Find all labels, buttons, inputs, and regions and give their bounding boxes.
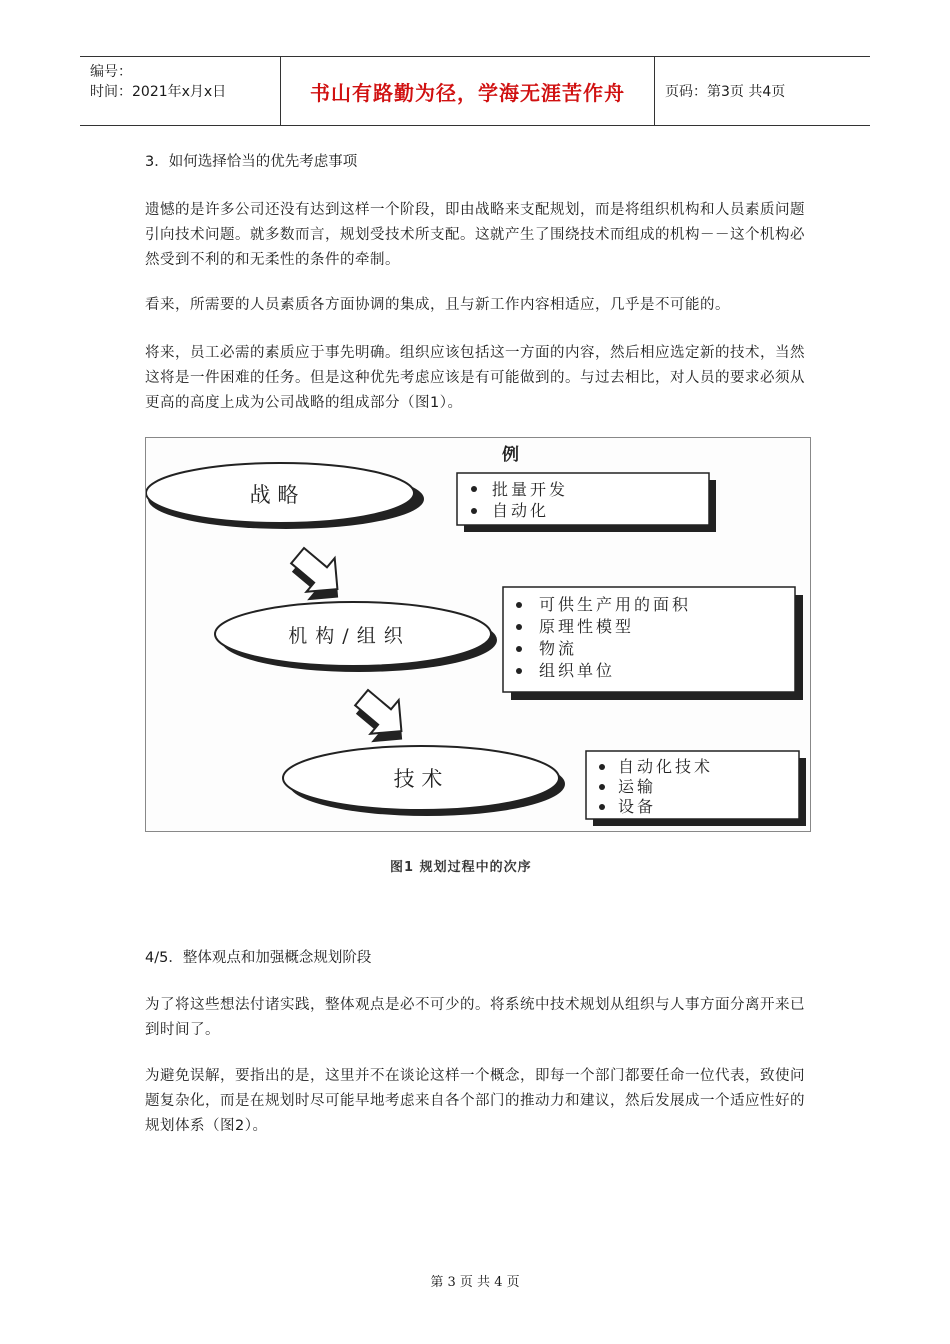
- box1-item-2: 自动化: [492, 501, 550, 520]
- box3-item-3: 设备: [618, 797, 657, 816]
- box1-item-1: 批量开发: [492, 480, 569, 499]
- box3-item-2: 运输: [618, 777, 657, 796]
- section45-para2: 为避免误解，要指出的是，这里并不在谈论这样一个概念，即每一个部门都要任命一位代表，致使问题复杂化，而是在规划时尽可能早地考虑来自各个部门的推动力和建议，然后发展成一个适应性好的规划体系（图2）。: [145, 1068, 805, 1134]
- section3-para1: 遗憾的是许多公司还没有达到这样一个阶段，即由战略来支配规划，而是将组织机构和人员素质问题引向技术问题。就多数而言，规划受技术所支配。这就产生了围绕技术而组成的机构－－这个机构必然受到不利的和无柔性的条件的牵制。: [145, 202, 805, 268]
- arrow-2: [344, 681, 421, 757]
- box2-item-1: 可供生产用的面积: [539, 595, 692, 614]
- section45-para1: 为了将这些想法付诸实践，整体观点是必不可少的。将系统中技术规划从组织与人事方面分离开来已到时间了。: [145, 997, 805, 1038]
- header-motto-cell: [281, 57, 655, 125]
- header-meta-cell: [80, 57, 281, 125]
- serial-label: 编号：: [90, 64, 132, 80]
- figure-1-diagram: [146, 438, 810, 831]
- stage3-label: 技 术: [393, 767, 443, 791]
- figure-1-caption: 图1 规划过程中的次序: [390, 860, 532, 875]
- box3-item-1: 自动化技术: [618, 757, 714, 776]
- box2-item-3: 物流: [539, 639, 578, 658]
- section3-para3: 将来，员工必需的素质应于事先明确。组织应该包括这一方面的内容，然后相应选定新的技术，当然这将是一件困难的任务。但是这种优先考虑应该是有可能做到的。与过去相比，对人员的要求必须从更高的高度上成为公司战略的组成部分（图1）。: [145, 345, 805, 411]
- section3-para2: 看来，所需要的人员素质各方面协调的集成，且与新工作内容相适应，几乎是不可能的。: [145, 297, 730, 313]
- motto: 书山有路勤为径，学海无涯苦作舟: [310, 80, 625, 105]
- figure-1: [145, 437, 811, 832]
- box2-item-4: 组织单位: [539, 661, 616, 680]
- page-footer: 第 3 页 共 4 页: [430, 1275, 520, 1290]
- time-label: 时间：2021年x月x日: [90, 84, 227, 100]
- section45-heading: 4/5．整体观点和加强概念规划阶段: [145, 950, 372, 966]
- example-title: 例: [502, 445, 519, 465]
- stage1-label: 战 略: [249, 483, 299, 507]
- header-page-cell: [655, 57, 870, 125]
- page-header: [80, 56, 870, 126]
- stage2-label: 机 构 / 组 织: [288, 625, 404, 647]
- section3-heading: 3．如何选择恰当的优先考虑事项: [145, 154, 358, 170]
- page-info: 页码：第3页 共4页: [665, 84, 786, 100]
- box2-item-2: 原理性模型: [539, 617, 635, 636]
